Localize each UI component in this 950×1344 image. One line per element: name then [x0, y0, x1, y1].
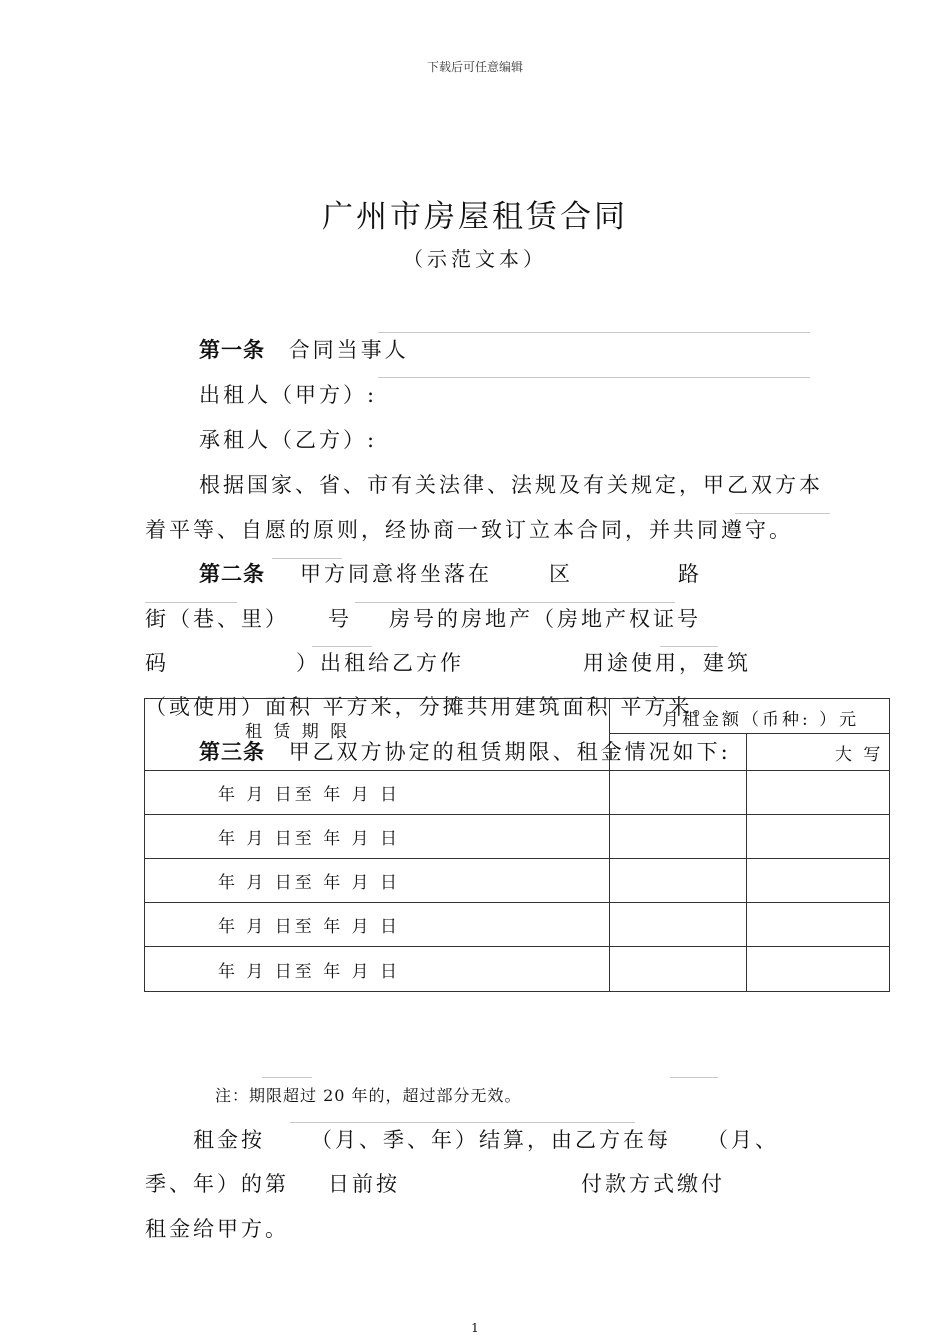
article-2-line-1a: 甲方同意将坐落在	[300, 562, 492, 586]
article-2-line-2a: 街（巷、里）	[145, 607, 289, 631]
table-row	[145, 771, 890, 815]
preamble-line-2: 着平等、自愿的原则，经协商一致订立本合同，并共同遵守。	[145, 518, 793, 542]
payment-line-2a: 季、年）的第	[145, 1172, 289, 1196]
lessor-label: 出租人（甲方）:	[199, 383, 378, 407]
table-header-period: 租 赁 期 限	[145, 699, 610, 771]
article-2-line-4: （或使用）面积 平方米，分摊共用建筑面积 平方米。	[145, 695, 717, 719]
lower-amount-cell	[610, 859, 747, 903]
upper-amount-cell	[747, 859, 890, 903]
article-3-text: 甲乙双方协定的租赁期限、租金情况如下:	[288, 740, 731, 764]
article-1	[199, 334, 409, 364]
period-cell: 年 月 日至 年 月 日	[145, 859, 610, 903]
preamble-line-1: 根据国家、省、市有关法律、法规及有关规定，甲乙双方本	[199, 473, 823, 497]
lower-amount-cell	[610, 903, 747, 947]
period-cell: 年 月 日至 年 月 日	[145, 947, 610, 992]
underline	[670, 1077, 718, 1078]
payment-line-1b: （月、季、年）结算，由乙方在每	[311, 1128, 671, 1152]
payment-line-1c: （月、	[707, 1128, 779, 1152]
payment-line-3: 租金给甲方。	[145, 1217, 289, 1241]
upper-amount-cell	[747, 903, 890, 947]
article-3-heading: 第三条	[199, 740, 265, 764]
upper-amount-cell	[747, 815, 890, 859]
article-2-line-3c: 用途使用，建筑	[583, 651, 751, 675]
article-1-title: 合同当事人	[288, 338, 409, 362]
document-title: 广州市房屋租赁合同	[322, 199, 628, 235]
table-row	[145, 947, 890, 992]
payment-line-2b: 日前按	[328, 1172, 400, 1196]
underline	[378, 377, 810, 378]
upper-amount-cell	[747, 947, 890, 992]
underline	[262, 1077, 312, 1078]
article-2-line-3a: 码	[145, 651, 169, 675]
period-cell: 年 月 日至 年 月 日	[145, 815, 610, 859]
period-cell: 年 月 日至 年 月 日	[145, 771, 610, 815]
lessee-label: 承租人（乙方）:	[199, 428, 378, 452]
underline	[378, 332, 810, 333]
table-row	[145, 903, 890, 947]
article-3	[199, 736, 731, 766]
article-2-line-3b: ）出租给乙方作	[296, 651, 464, 675]
article-1-heading: 第一条	[199, 338, 265, 362]
table-row	[145, 859, 890, 903]
term-note: 注：期限超过 20 年的，超过部分无效。	[215, 1086, 522, 1105]
upper-amount-cell	[747, 771, 890, 815]
table-header-upper: 大 写	[747, 734, 890, 771]
table-row	[145, 815, 890, 859]
article-2-line-1b: 区	[549, 562, 573, 586]
underline	[290, 1122, 635, 1123]
article-2-line-2b: 号	[328, 607, 352, 631]
page-number: 1	[471, 1321, 479, 1335]
table-header-rent: 月租金额（币种: ）元	[610, 699, 890, 734]
lower-amount-cell	[610, 815, 747, 859]
article-2-heading: 第二条	[199, 562, 265, 586]
page-header: 下载后可任意编辑	[426, 60, 523, 74]
article-2-line-2c: 房号的房地产（房地产权证号	[389, 607, 701, 631]
article-2-line-1c: 路	[678, 562, 702, 586]
payment-line-1a: 租金按	[193, 1128, 265, 1152]
document-subtitle: （示范文本）	[403, 247, 547, 271]
payment-line-2c: 付款方式缴付	[581, 1172, 725, 1196]
lower-amount-cell	[610, 947, 747, 992]
period-cell: 年 月 日至 年 月 日	[145, 903, 610, 947]
lower-amount-cell	[610, 771, 747, 815]
